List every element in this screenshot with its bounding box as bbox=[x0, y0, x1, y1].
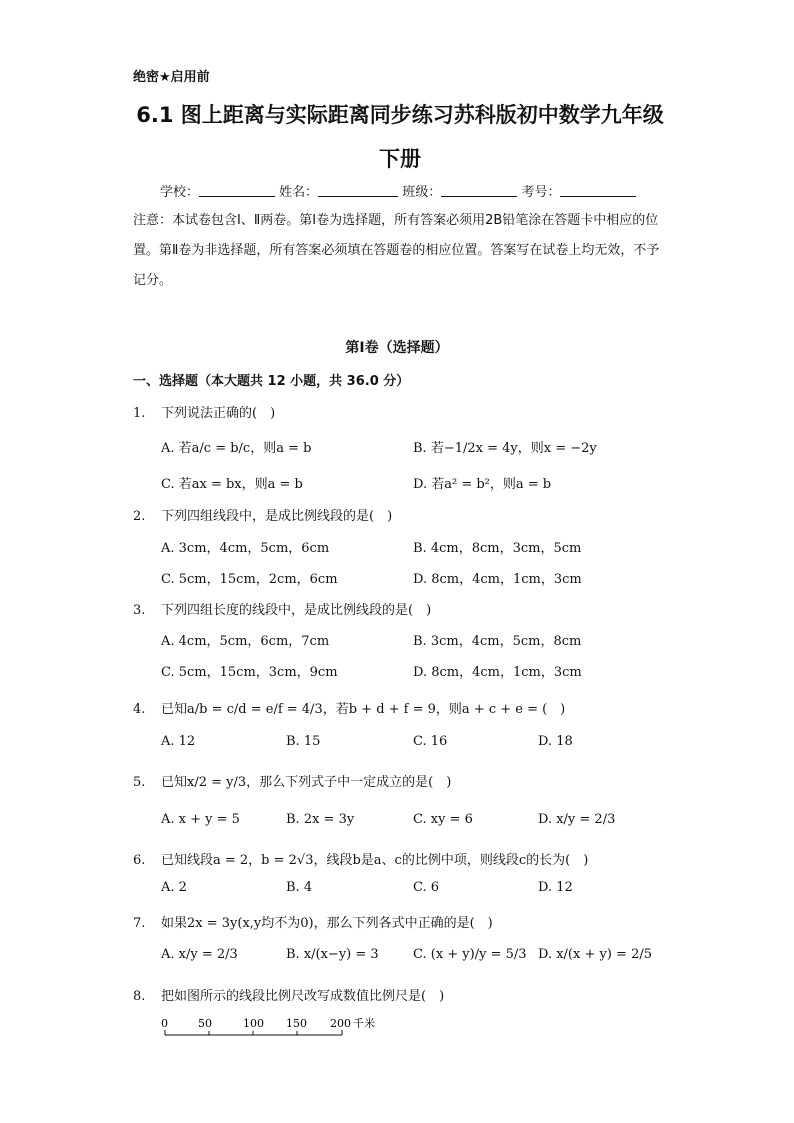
q2-option-b: B. 4cm，8cm，3cm，5cm bbox=[413, 541, 582, 556]
question-stem: 下列说法正确的( ) bbox=[161, 406, 276, 421]
question-7 bbox=[133, 912, 493, 931]
question-number: 2. bbox=[133, 509, 146, 524]
secret-label: 绝密★启用前 bbox=[133, 70, 210, 85]
scale-unit-label: 千米 bbox=[353, 1017, 375, 1030]
scale-label-150: 150 bbox=[286, 1017, 307, 1030]
question-number: 5. bbox=[133, 775, 146, 790]
q7-option-b: B. x/(x−y) = 3 bbox=[286, 947, 379, 962]
question-number: 3. bbox=[133, 603, 146, 618]
q2-option-d: D. 8cm，4cm，1cm，3cm bbox=[413, 572, 582, 587]
q6-option-d: D. 12 bbox=[538, 880, 573, 895]
q4-option-a: A. 12 bbox=[161, 734, 196, 749]
q6-option-c: C. 6 bbox=[413, 880, 440, 895]
question-4 bbox=[133, 698, 565, 717]
section-title: 第Ⅰ卷（选择题） bbox=[345, 340, 449, 356]
question-stem: 如果2x = 3y(x,y均不为0)，那么下列各式中正确的是( ) bbox=[161, 916, 493, 931]
q5-option-b: B. 2x = 3y bbox=[286, 812, 355, 827]
q1-option-b: B. 若−1/2x = 4y，则x = −2y bbox=[413, 441, 597, 456]
scale-bar-figure bbox=[160, 1015, 390, 1045]
question-number: 7. bbox=[133, 916, 146, 931]
scale-label-50: 50 bbox=[198, 1017, 212, 1030]
exam-no-blank[interactable] bbox=[560, 184, 636, 197]
q1-option-c: C. 若ax = bx，则a = b bbox=[161, 477, 303, 492]
question-1 bbox=[133, 402, 275, 421]
scale-label-200: 200 bbox=[330, 1017, 351, 1030]
question-5 bbox=[133, 771, 451, 790]
q5-option-a: A. x + y = 5 bbox=[161, 812, 240, 827]
question-number: 4. bbox=[133, 702, 146, 717]
q3-option-c: C. 5cm，15cm，3cm，9cm bbox=[161, 665, 338, 680]
name-blank[interactable] bbox=[318, 184, 398, 197]
question-stem: 已知a/b = c/d = e/f = 4/3，若b + d + f = 9，则a + c + e = ( ) bbox=[161, 702, 566, 717]
scale-label-100: 100 bbox=[243, 1017, 264, 1030]
student-info-row bbox=[160, 181, 636, 200]
notice-paragraph: 注意：本试卷包含Ⅰ、Ⅱ两卷。第Ⅰ卷为选择题，所有答案必须用2B铅笔涂在答题卡中相应的位置。第Ⅱ卷为非选择题，所有答案必须填在答题卷的相应位置。答案写在试卷上均无效，不予记分。 bbox=[133, 213, 660, 288]
q3-option-d: D. 8cm，4cm，1cm，3cm bbox=[413, 665, 582, 680]
q7-option-c: C. (x + y)/y = 5/3 bbox=[413, 947, 527, 962]
q2-option-c: C. 5cm，15cm，2cm，6cm bbox=[161, 572, 338, 587]
class-blank[interactable] bbox=[441, 184, 517, 197]
question-8 bbox=[133, 985, 444, 1004]
part-title: 一、选择题（本大题共 12 小题，共 36.0 分） bbox=[133, 374, 410, 389]
q4-option-c: C. 16 bbox=[413, 734, 448, 749]
q7-option-d: D. x/(x + y) = 2/5 bbox=[538, 947, 652, 962]
q3-option-a: A. 4cm，5cm，6cm，7cm bbox=[161, 634, 330, 649]
class-label: 班级： bbox=[402, 185, 442, 200]
q4-option-d: D. 18 bbox=[538, 734, 573, 749]
question-stem: 下列四组长度的线段中，是成比例线段的是( ) bbox=[161, 603, 432, 618]
q4-option-b: B. 15 bbox=[286, 734, 321, 749]
question-stem: 已知x/2 = y/3，那么下列式子中一定成立的是( ) bbox=[161, 775, 452, 790]
page-title-line2: 下册 bbox=[379, 147, 421, 171]
question-number: 8. bbox=[133, 989, 146, 1004]
school-blank[interactable] bbox=[199, 184, 275, 197]
question-number: 6. bbox=[133, 853, 146, 868]
question-6 bbox=[133, 849, 588, 868]
q5-option-c: C. xy = 6 bbox=[413, 812, 473, 827]
school-label: 学校： bbox=[160, 185, 200, 200]
q6-option-a: A. 2 bbox=[161, 880, 187, 895]
q3-option-b: B. 3cm，4cm，5cm，8cm bbox=[413, 634, 582, 649]
q1-option-a: A. 若a/c = b/c，则a = b bbox=[161, 441, 312, 456]
q1-option-d: D. 若a² = b²，则a = b bbox=[413, 477, 552, 492]
question-number: 1. bbox=[133, 406, 146, 421]
page-title-line1: 6.1 图上距离与实际距离同步练习苏科版初中数学九年级 bbox=[136, 103, 664, 127]
q7-option-a: A. x/y = 2/3 bbox=[161, 947, 238, 962]
question-3 bbox=[133, 599, 431, 618]
q6-option-b: B. 4 bbox=[286, 880, 313, 895]
question-2 bbox=[133, 505, 392, 524]
q5-option-d: D. x/y = 2/3 bbox=[538, 812, 616, 827]
exam-no-label: 考号： bbox=[521, 185, 561, 200]
name-label: 姓名： bbox=[279, 185, 319, 200]
question-stem: 把如图所示的线段比例尺改写成数值比例尺是( ) bbox=[161, 989, 445, 1004]
question-stem: 下列四组线段中，是成比例线段的是( ) bbox=[161, 509, 393, 524]
scale-label-0: 0 bbox=[161, 1017, 168, 1030]
q2-option-a: A. 3cm，4cm，5cm，6cm bbox=[161, 541, 330, 556]
question-stem: 已知线段a = 2，b = 2√3，线段b是a、c的比例中项，则线段c的长为( ) bbox=[161, 853, 589, 868]
